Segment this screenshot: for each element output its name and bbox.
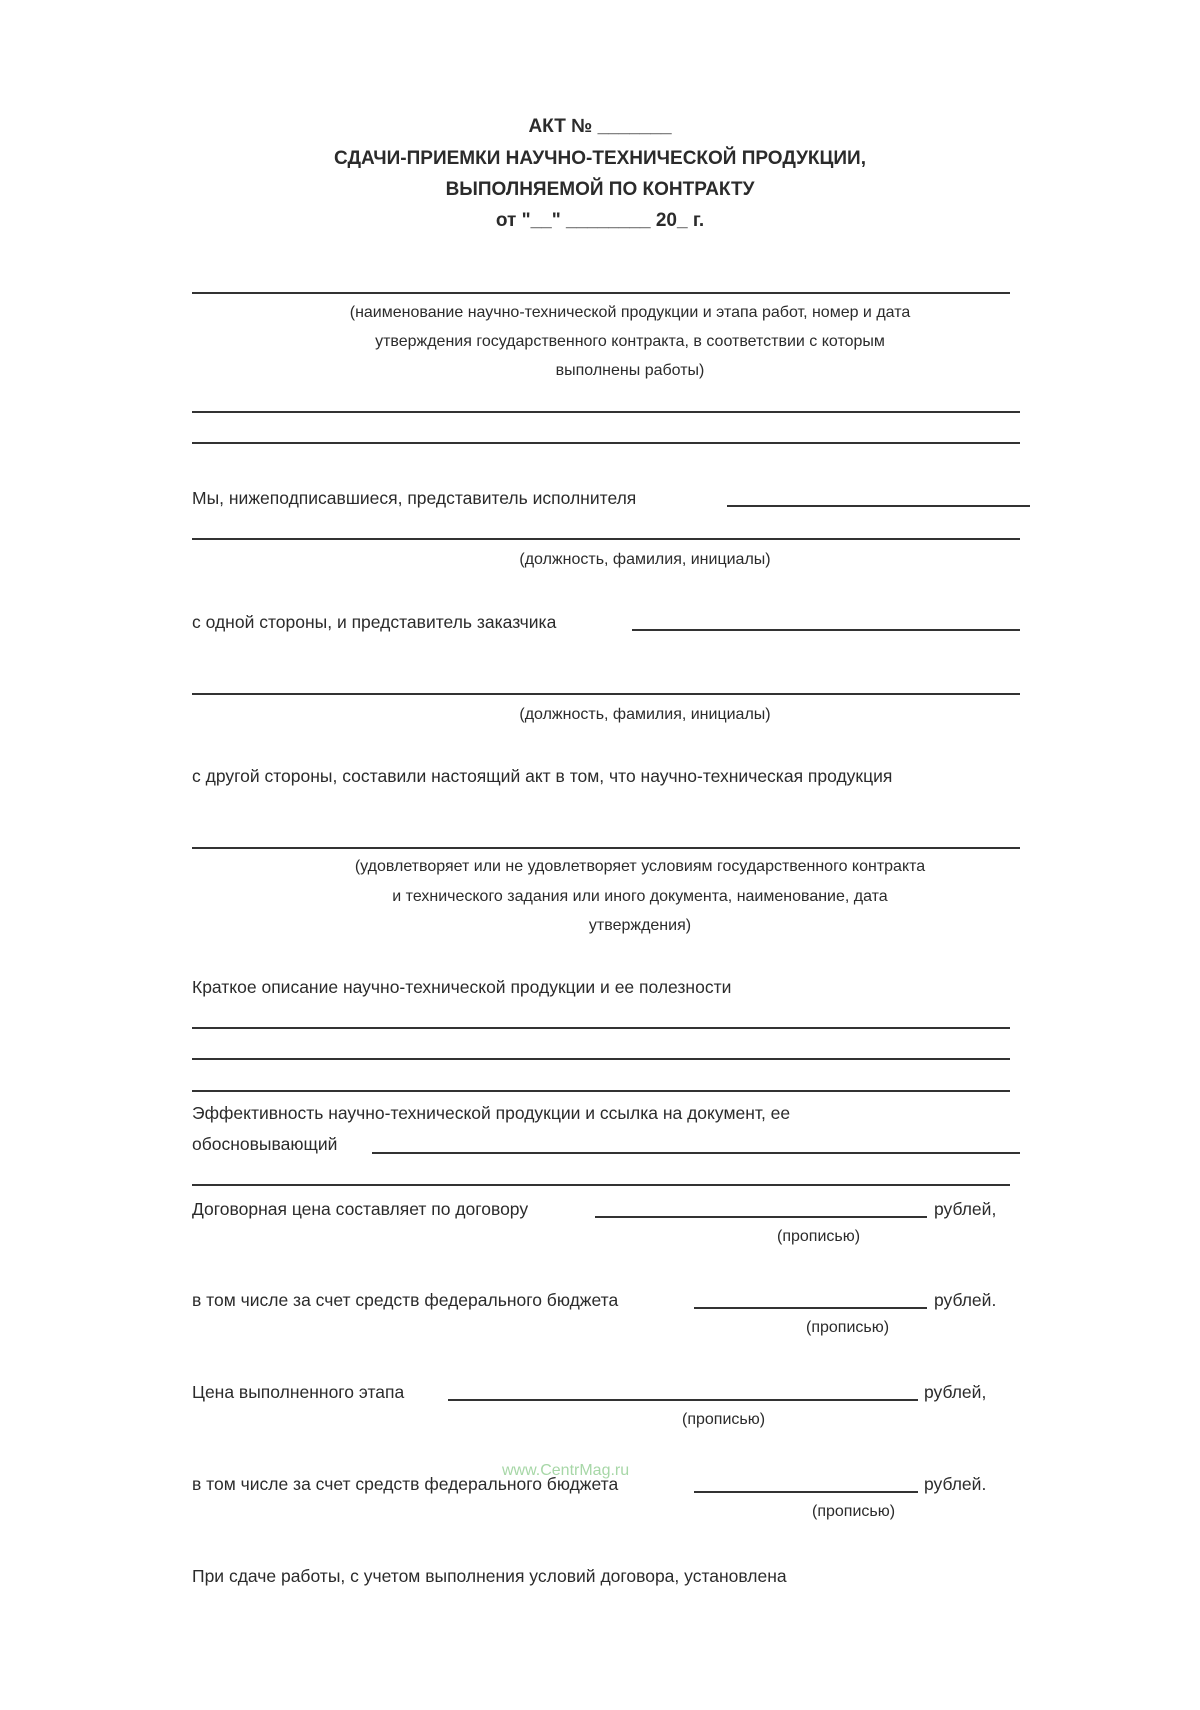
executor-second-line — [192, 538, 1020, 540]
efficiency-second-line — [192, 1184, 1010, 1186]
price-contract-label: Договорная цена составляет по договору — [192, 1199, 529, 1219]
price-contract-unit: рублей, — [934, 1199, 997, 1219]
closing-text: При сдаче работы, с учетом выполнения условий договора, установлена — [192, 1566, 787, 1586]
price-contract-fill-line — [595, 1216, 927, 1218]
watermark: www.CentrMag.ru — [502, 1462, 630, 1479]
product-hint-line3: выполнены работы) — [555, 362, 705, 379]
executor-hint: (должность, фамилия, инициалы) — [519, 551, 771, 568]
price-federal-fill-line — [694, 1307, 927, 1309]
document-title-line1: СДАЧИ-ПРИЕМКИ НАУЧНО-ТЕХНИЧЕСКОЙ ПРОДУКЦИИ, — [334, 148, 866, 169]
product-extra-line-2 — [192, 442, 1020, 444]
document-title-line2: ВЫПОЛНЯЕМОЙ ПО КОНТРАКТУ — [445, 179, 755, 200]
price-stage-federal-unit: рублей. — [924, 1474, 987, 1494]
price-stage-federal-fill-line — [694, 1491, 918, 1493]
customer-fill-line — [632, 629, 1020, 631]
customer-text: с одной стороны, и представитель заказчика — [192, 612, 557, 632]
efficiency-text-line2: обосновывающий — [192, 1134, 338, 1154]
statement-text: с другой стороны, составили настоящий акт в том, что научно-техническая продукция — [192, 766, 893, 786]
price-stage-hint: (прописью) — [682, 1411, 766, 1428]
price-federal-hint: (прописью) — [806, 1319, 890, 1336]
statement-hint-line3: утверждения) — [588, 917, 692, 934]
description-line-2 — [192, 1058, 1010, 1060]
description-line-3 — [192, 1090, 1010, 1092]
product-name-line — [192, 292, 1010, 294]
price-federal-label: в том числе за счет средств федерального бюджета — [192, 1290, 619, 1310]
executor-text: Мы, нижеподписавшиеся, представитель исполнителя — [192, 488, 637, 508]
statement-fill-line — [192, 847, 1020, 849]
price-contract-hint: (прописью) — [777, 1228, 861, 1245]
efficiency-text-line1: Эффективность научно-технической продукции и ссылка на документ, ее — [192, 1103, 791, 1123]
price-stage-label: Цена выполненного этапа — [192, 1382, 405, 1402]
price-stage-unit: рублей, — [924, 1382, 987, 1402]
efficiency-fill-line — [372, 1152, 1020, 1154]
statement-hint-line1: (удовлетворяет или не удовлетворяет условиям государственного контракта — [354, 858, 926, 875]
description-line-1 — [192, 1027, 1010, 1029]
price-stage-federal-hint: (прописью) — [812, 1503, 896, 1520]
document-date: от "__" ________ 20_ г. — [495, 210, 705, 231]
price-stage-fill-line — [448, 1399, 918, 1401]
customer-hint: (должность, фамилия, инициалы) — [519, 706, 771, 723]
price-federal-unit: рублей. — [934, 1290, 997, 1310]
price-stage-federal-label: в том числе за счет средств федерального бюджета — [192, 1474, 619, 1494]
statement-hint-line2: и технического задания или иного документа, наименование, дата — [392, 888, 888, 905]
act-number: АКТ № _______ — [528, 116, 672, 137]
product-hint-line1: (наименование научно-технической продукции и этапа работ, номер и дата — [349, 304, 911, 321]
product-hint-line2: утверждения государственного контракта, в соответствии с которым — [375, 333, 885, 350]
customer-second-line — [192, 693, 1020, 695]
product-extra-line-1 — [192, 411, 1020, 413]
executor-fill-line — [727, 505, 1030, 507]
description-text: Краткое описание научно-технической продукции и ее полезности — [192, 977, 732, 997]
